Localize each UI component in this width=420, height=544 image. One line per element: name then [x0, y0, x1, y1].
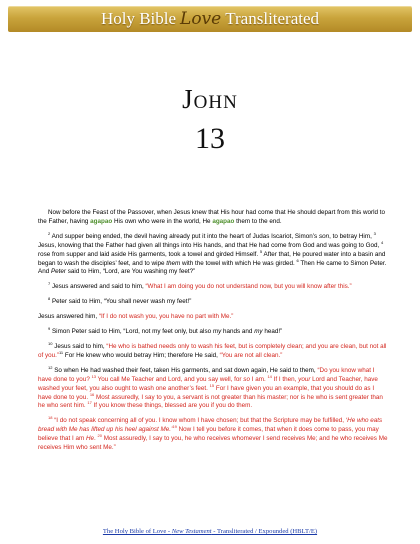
verse-number: 14	[267, 373, 272, 379]
paragraph-verse-1	[38, 209, 388, 227]
verse-text: Jesus answered and said to him,	[50, 283, 146, 291]
verse-text: Then He came to Simon Peter. And	[38, 259, 387, 276]
verse-text: After that, He poured water into a basin and began to wash the disciples’ feet, and to wipe	[38, 250, 386, 267]
chapter-number: 13	[195, 122, 225, 155]
verse-number: 12	[48, 364, 53, 370]
verse-number: 10	[48, 340, 53, 346]
verse-text: Peter	[50, 268, 67, 276]
verse-text: Jesus, knowing that the Father had given all things into His hands, and that He had come from God and was going to God,	[38, 241, 382, 249]
words-of-jesus: “You are not all clean.”	[219, 351, 283, 359]
footer-text: The Holy Bible of Love -	[102, 528, 172, 535]
words-of-jesus: If you know these things, blessed are you if you do them.	[91, 402, 253, 410]
paragraph-verse-8b	[38, 313, 388, 322]
verse-text: hands and	[221, 328, 255, 336]
verse-number: 4	[381, 239, 384, 245]
paragraph-verse-9	[38, 325, 388, 337]
verse-text: Peter said to Him, “You shall never wash my feet!”	[50, 298, 192, 306]
transliterated-word: agapao	[90, 217, 113, 225]
paragraph-verse-7	[38, 283, 388, 292]
words-of-jesus: your	[298, 375, 311, 383]
footer-link[interactable]	[0, 528, 420, 535]
verse-number: 11	[59, 349, 64, 355]
footer-text-italic: New Testament	[171, 528, 212, 535]
words-of-jesus: He	[85, 435, 95, 443]
verse-number: 15	[209, 382, 215, 388]
words-of-jesus: “Do you know what I have done to you?	[38, 366, 375, 383]
paragraph-verses-12-17	[38, 364, 388, 412]
words-of-jesus: so	[243, 375, 250, 383]
verse-text: Now before the Feast of the Passover, when Jesus knew that His hour had come that He should depart from this world to the Father, having	[38, 209, 386, 225]
banner-title-part3: Transliterated	[225, 9, 320, 28]
verse-text: head!”	[262, 328, 283, 336]
words-of-jesus: “What I am doing you do not understand now, but you will know after this.”	[145, 283, 352, 291]
verse-number: 5	[259, 248, 263, 254]
words-of-jesus: “He who is bathed needs only to wash his feet, but is completely clean; and you are clean, but not all of you.”	[38, 342, 387, 359]
verse-text: them to the end.	[234, 217, 282, 225]
verse-number: 8	[48, 296, 51, 302]
verse-text: , to betray Him,	[329, 232, 374, 240]
words-of-jesus: ‘He who eats bread with Me has lifted up his heel against Me.’	[38, 417, 383, 434]
banner-title-part1: Holy Bible	[100, 9, 177, 28]
chapter-text	[38, 209, 388, 459]
words-of-jesus: “If I do not wash you, you have no part with Me.”	[98, 313, 234, 321]
verse-number: 9	[48, 325, 51, 331]
verse-text: rose from supper and laid aside His garments, took a towel and girded Himself.	[38, 250, 260, 258]
verse-text: Jesus answered him,	[38, 313, 99, 321]
verse-number: 13	[91, 373, 97, 379]
verse-text: Jesus said to him,	[52, 342, 107, 350]
verse-text: So when He had washed their feet, taken His garments, and sat down again, He said to them,	[52, 366, 318, 374]
verse-text: with the towel with which He was girded.	[180, 259, 297, 267]
words-of-jesus: Most assuredly, I say to you, he who receives whomever I send receives Me; and he who receives Me receives Him who sent Me.”	[38, 435, 388, 452]
verse-text: said to Him, “Lord, are You washing my feet?”	[66, 268, 196, 276]
verse-number: 7	[48, 281, 51, 287]
paragraph-verses-10-11	[38, 340, 388, 361]
verse-text: my	[212, 328, 222, 336]
verse-text: my	[254, 328, 263, 336]
words-of-jesus: Most assuredly, I say to you, a servant is not greater than his master; nor is he who is sent greater than he who sent him.	[38, 393, 383, 410]
words-of-jesus: I am.	[249, 375, 268, 383]
paragraph-verses-18-20	[38, 417, 388, 453]
verse-number: 17	[87, 400, 92, 406]
verse-number: 18	[48, 415, 53, 421]
header-banner	[8, 6, 412, 32]
verse-number: 16	[89, 391, 95, 397]
verse-text: Simon Peter said to Him, “Lord, not my feet only, but also	[50, 328, 213, 336]
book-title: John	[182, 84, 238, 114]
words-of-jesus: You call Me Teacher and Lord, and you say well, for	[96, 375, 244, 383]
words-of-jesus: “I do not speak concerning all of you. I know whom I have chosen; but that the Scripture may be fulfilled,	[52, 417, 346, 425]
banner-title-part2: Love	[180, 9, 222, 29]
verse-text: His own who were in the world, He	[112, 217, 213, 225]
verse-text: them	[166, 259, 181, 267]
words-of-jesus: Lord and Teacher, have washed your feet, you also ought to wash one another’s feet.	[38, 375, 378, 392]
verse-number: 2	[48, 230, 51, 236]
verse-number: 6	[296, 257, 299, 263]
words-of-jesus: If I then,	[271, 375, 299, 383]
verse-text: son	[318, 232, 330, 240]
verse-text: And supper being ended, the devil having already put it into the heart of Judas Iscariot, Simon’s	[50, 232, 319, 240]
paragraph-verse-8	[38, 298, 388, 307]
words-of-jesus: .	[94, 435, 98, 443]
transliterated-word: agapao	[212, 217, 235, 225]
footer-text: - Transliterated / Expounded (HBLT/E)	[211, 528, 318, 535]
words-of-jesus: For I have given you an example, that you should do as I have done to you.	[38, 384, 375, 401]
paragraph-verses-2-6	[38, 230, 388, 278]
words-of-jesus: Now I tell you before it comes, that when it does come to pass, you may believe that I am	[38, 426, 379, 443]
verse-text: For He knew who would betray Him; therefore He said,	[63, 351, 220, 359]
verse-number: 20	[97, 433, 102, 439]
verse-number: 19	[172, 424, 177, 430]
verse-number: 3	[373, 230, 376, 236]
